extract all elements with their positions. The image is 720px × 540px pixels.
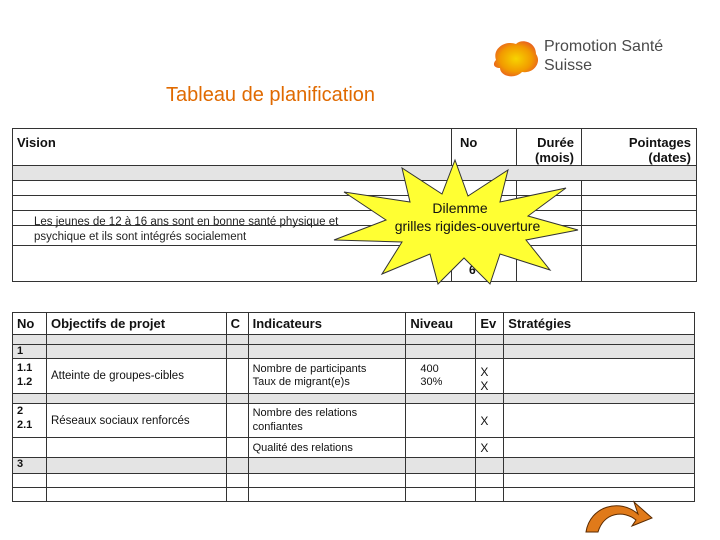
table-row	[13, 345, 695, 359]
evaluation-cell: X X	[476, 359, 504, 394]
indicator-cell: Nombre des relations confiantes	[248, 404, 406, 438]
row-number: 1	[13, 345, 47, 359]
objective-cell: Atteinte de groupes-cibles	[46, 359, 226, 394]
objective-cell: Réseaux sociaux renforcés	[46, 404, 226, 438]
table-row	[13, 458, 695, 474]
no-header: No	[460, 135, 478, 150]
header-c: C	[226, 313, 248, 335]
vision-header: Vision	[17, 135, 56, 150]
level-cell: 400 30%	[406, 359, 476, 394]
header-objectifs: Objectifs de projet	[46, 313, 226, 335]
logo-mark	[490, 38, 542, 80]
logo-text-line1: Promotion Santé	[544, 38, 664, 55]
planning-table	[12, 312, 695, 502]
row-number: 3	[13, 458, 47, 474]
duree-header: Durée (mois)	[535, 135, 574, 165]
vision-text: Les jeunes de 12 à 16 ans sont en bonne santé physique et psychique et ils sont intégrés socialement	[34, 216, 339, 243]
callout-line2: grilles rigides-ouverture	[394, 218, 541, 234]
vision-row-number: 6	[469, 263, 476, 277]
pointages-header: Pointages (dates)	[628, 135, 691, 165]
row-number: 1.1 1.2	[13, 359, 47, 394]
header-niveau: Niveau	[406, 313, 476, 335]
evaluation-cell: X	[476, 438, 504, 458]
callout-line1: Dilemme	[432, 200, 488, 216]
logo-text-line2: Suisse	[544, 57, 593, 74]
header-strategies: Stratégies	[504, 313, 695, 335]
planning-header-row	[13, 313, 695, 335]
page-title: Tableau de planification	[166, 84, 376, 106]
indicator-cell: Nombre de participants Taux de migrant(e)s	[248, 359, 406, 394]
table-row	[13, 359, 695, 394]
header-indicateurs: Indicateurs	[248, 313, 406, 335]
curved-arrow-icon[interactable]	[580, 492, 660, 536]
table-row	[13, 404, 695, 438]
header-ev: Ev	[476, 313, 504, 335]
table-row	[13, 438, 695, 458]
header-no: No	[13, 313, 47, 335]
row-number: 2 2.1	[13, 404, 47, 438]
indicator-cell: Qualité des relations	[248, 438, 406, 458]
evaluation-cell: X	[476, 404, 504, 438]
